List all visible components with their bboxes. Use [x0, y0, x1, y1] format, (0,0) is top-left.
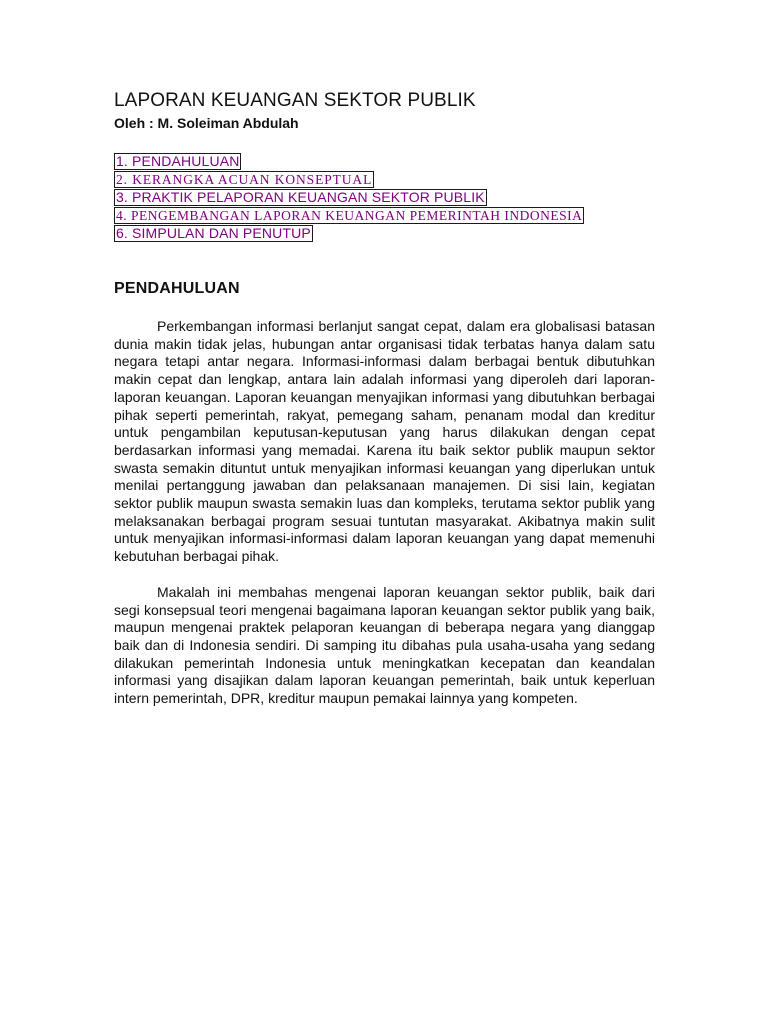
document-page [114, 88, 655, 708]
toc-link-kerangka-acuan[interactable]: 2. KERANGKA ACUAN KONSEPTUAL [116, 172, 373, 187]
section-heading: PENDAHULUAN [114, 280, 240, 297]
toc-link-simpulan[interactable]: 6. SIMPULAN DAN PENUTUP [116, 225, 311, 241]
toc-link-pengembangan-laporan[interactable]: 4. PENGEMBANGAN LAPORAN KEUANGAN PEMERINTAH INDONESIA [116, 208, 583, 223]
body-paragraph-2: Makalah ini membahas mengenai laporan keuangan sektor publik, baik dari segi konsepsual teori mengenai bagaimana laporan keuangan sektor publik yang baik, maupun mengenai praktek pelaporan keuangan di beberapa negara yang dianggap baik dan di Indonesia sendiri. Di samping itu dibahas pula usaha-usaha yang sedang dilakukan pemerintah Indonesia untuk meningkatkan kecepatan dan keandalan informasi yang disajikan dalam laporan keuangan pemerintah, baik untuk keperluan intern pemerintah, DPR, kreditur maupun pemakai lainnya yang kompeten. [114, 583, 655, 707]
table-of-contents [114, 153, 655, 243]
toc-link-pendahuluan[interactable]: 1. PENDAHULUAN [116, 153, 240, 169]
document-author: Oleh : M. Soleiman Abdulah [114, 115, 299, 131]
toc-link-praktik-pelaporan[interactable]: 3. PRAKTIK PELAPORAN KEUANGAN SEKTOR PUBLIK [116, 189, 485, 205]
body-paragraph-1: Perkembangan informasi berlanjut sangat cepat, dalam era globalisasi batasan dunia makin tidak jelas, hubungan antar organisasi tidak terbatas hanya dalam satu negara tetapi antar negara. Informasi-informasi dalam berbagai bentuk dibutuhkan makin cepat dan lengkap, antara lain adalah informasi yang diperoleh dari laporan-laporan keuangan. Laporan keuangan menyajikan informasi yang dibutuhkan berbagai pihak seperti pemerintah, rakyat, pemegang saham, penanam modal dan kreditur untuk pengambilan keputusan-keputusan yang harus dilakukan dengan cepat berdasarkan informasi yang memadai. Karena itu baik sektor publik maupun sektor swasta semakin dituntut untuk menyajikan informasi keuangan yang diperlukan untuk menilai pertanggung jawaban dan pelaksanaan manajemen. Di sisi lain, kegiatan sektor publik maupun swasta semakin luas dan kompleks, terutama sektor publik yang melaksanakan berbagai program sesuai tuntutan masyarakat. Akibatnya makin sulit untuk menyajikan informasi-informasi dalam laporan keuangan yang dapat memenuhi kebutuhan berbagai pihak. [114, 318, 655, 565]
document-title: LAPORAN KEUANGAN SEKTOR PUBLIK [114, 90, 476, 111]
